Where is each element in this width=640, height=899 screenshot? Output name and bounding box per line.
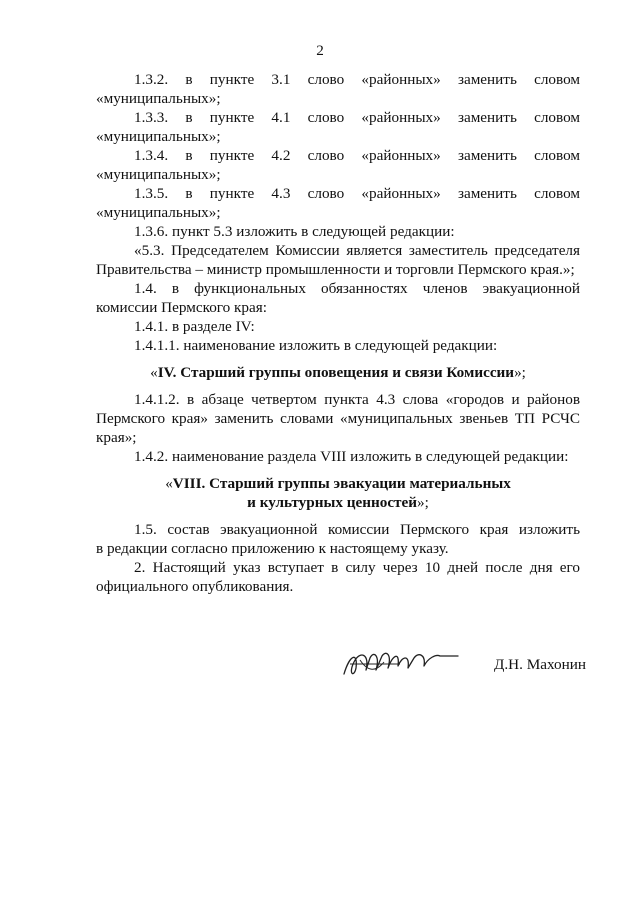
text-line: «муниципальных»; — [96, 90, 221, 107]
heading-text: VIII. Старший группы эвакуации материальных — [172, 475, 511, 492]
text-line: комиссии Пермского края: — [96, 299, 267, 316]
text-line: официального опубликования. — [96, 578, 294, 595]
text-line: 1.4. в функциональных обязанностях членов эвакуационной — [134, 280, 580, 297]
text-line: 1.4.1. в разделе IV: — [134, 318, 255, 335]
text-line: 2. Настоящий указ вступает в силу через 10 дней после дня его — [134, 559, 580, 576]
text-line: в редакции согласно приложению к настоящему указу. — [96, 540, 449, 557]
text-line: 1.4.2. наименование раздела VIII изложить в следующей редакции: — [134, 448, 569, 465]
text-line: 1.3.5. в пункте 4.3 слово «районных» заменить словом — [134, 185, 580, 202]
quote-open: « — [165, 475, 173, 492]
text-line: края»; — [96, 429, 137, 446]
text-line: 1.3.3. в пункте 4.1 слово «районных» заменить словом — [134, 109, 580, 126]
text-line: «5.3. Председателем Комиссии является заместитель председателя — [134, 242, 580, 259]
document-body — [96, 70, 580, 596]
text-line: 1.4.1.2. в абзаце четвертом пункта 4.3 слова «городов и районов — [134, 391, 580, 408]
section-heading-iv — [96, 363, 580, 382]
quote-close: »; — [417, 494, 429, 511]
text-line: 1.5. состав эвакуационной комиссии Пермского края изложить — [134, 521, 580, 538]
text-line: 1.3.6. пункт 5.3 изложить в следующей редакции: — [134, 223, 455, 240]
text-line: «муниципальных»; — [96, 204, 221, 221]
text-line: 1.4.1.1. наименование изложить в следующей редакции: — [134, 337, 498, 354]
signature-image — [340, 644, 460, 684]
quote-close: »; — [514, 364, 526, 381]
heading-text: и культурных ценностей — [247, 494, 418, 511]
section-heading-viii — [96, 474, 580, 493]
section-heading-viii-cont — [96, 493, 580, 512]
heading-text: IV. Старший группы оповещения и связи Комиссии — [157, 364, 515, 381]
text-line: Пермского края» заменить словами «муниципальных звеньев ТП РСЧС — [96, 410, 580, 427]
text-line: «муниципальных»; — [96, 128, 221, 145]
text-line: 1.3.2. в пункте 3.1 слово «районных» заменить словом — [134, 71, 580, 88]
text-line: 1.3.4. в пункте 4.2 слово «районных» заменить словом — [134, 147, 580, 164]
text-line: «муниципальных»; — [96, 166, 221, 183]
text-line: Правительства – министр промышленности и торговли Пермского края.»; — [96, 261, 575, 278]
signer-name: Д.Н. Махонин — [494, 656, 586, 673]
quote-open: « — [150, 364, 158, 381]
page-number: 2 — [316, 42, 324, 59]
